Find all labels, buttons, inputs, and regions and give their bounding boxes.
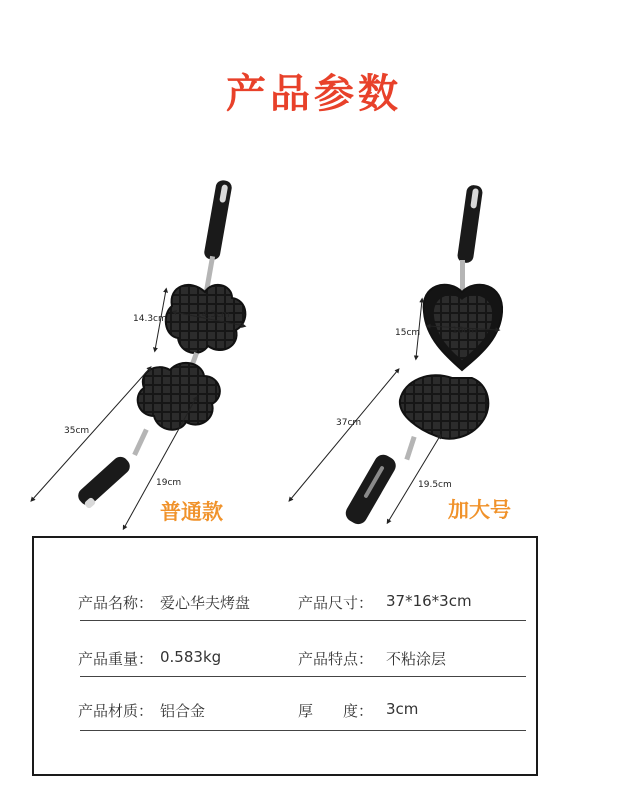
spec-divider	[80, 620, 526, 621]
standard-variant-label: 普通款	[160, 500, 223, 524]
large-length-label: 37cm	[336, 418, 362, 428]
spec-value-size: 37*16*3cm	[386, 592, 472, 610]
product-diagram	[0, 160, 628, 535]
spec-value-feature: 不粘涂层	[386, 650, 447, 668]
page-title: 产品参数	[226, 71, 402, 117]
spec-value-weight: 0.583kg	[160, 648, 222, 666]
standard-length-label: 35cm	[64, 426, 90, 436]
spec-value-thickness: 3cm	[386, 700, 419, 718]
standard-height-label: 14.3cm	[133, 314, 167, 324]
large-waffle-maker	[342, 184, 502, 527]
spec-label-weight: 产品重量：	[78, 650, 154, 668]
spec-label-thickness: 厚 度：	[298, 702, 374, 720]
standard-width-label: 14.3cm	[196, 310, 230, 320]
large-width-label: 16cm	[452, 326, 478, 336]
spec-divider	[80, 676, 526, 677]
spec-label-feature: 产品特点：	[298, 650, 374, 668]
spec-label-material: 产品材质：	[78, 702, 154, 720]
spec-label-size: 产品尺寸：	[298, 594, 374, 612]
product-illustration	[0, 160, 628, 535]
standard-waffle-maker	[75, 179, 245, 509]
spec-value-name: 爱心华夫烤盘	[160, 594, 251, 612]
large-handle-label: 19.5cm	[418, 480, 452, 490]
spec-label-name: 产品名称：	[78, 594, 154, 612]
spec-table	[32, 536, 538, 776]
standard-handle-label: 19cm	[156, 478, 182, 488]
spec-divider	[80, 730, 526, 731]
spec-value-material: 铝合金	[160, 702, 206, 720]
large-height-label: 15cm	[395, 328, 421, 338]
large-variant-label: 加大号	[448, 498, 511, 522]
